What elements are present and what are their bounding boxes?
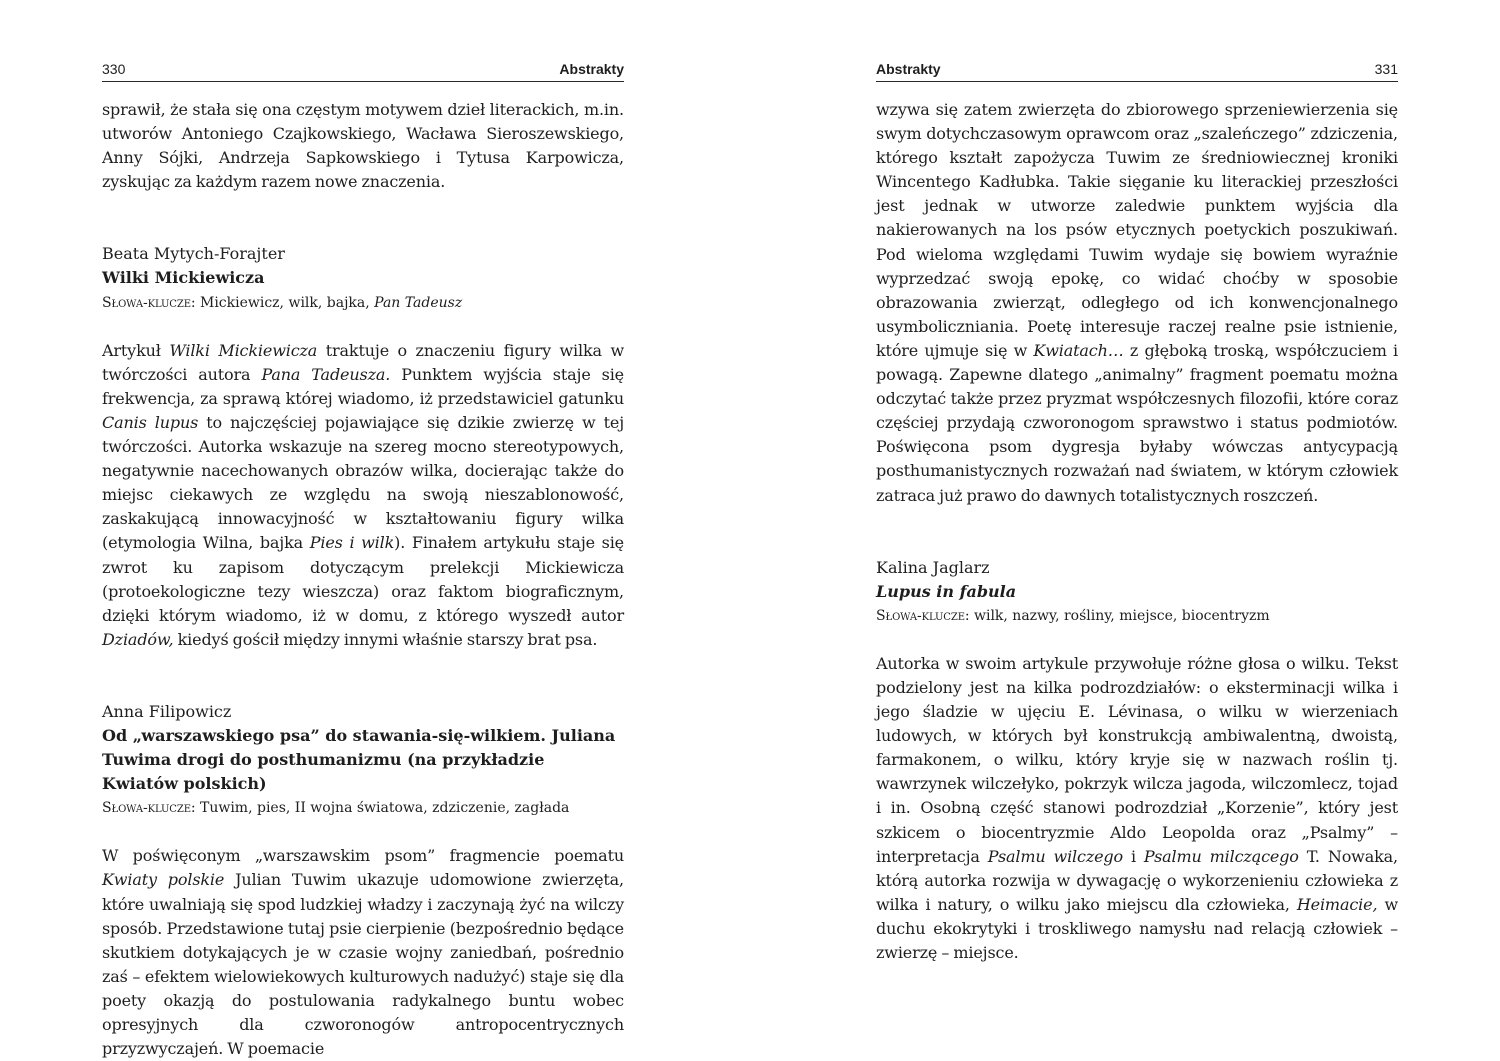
left-page (102, 0, 625, 1059)
article-abstract: Artykuł Wilki Mickiewicza traktuje o znaczeniu figury wilka w twórczości autora Pana Tadeusza. Punktem wyjścia staje się frekwencja, za sprawą której wiadomo, iż przedstawiciel gatunku Canis lupus to najczęściej pojawiające się dzikie zwierzę w tej twórczości. Autorka wskazuje na szereg mocno stereotypowych, negatywnie nacechowanych obrazów wilka, docierając także do miejsc ciekawych ze względu na swoją nieszablonowość, zaskakującą innowacyjność w kształtowaniu figury wilka (etymologia Wilna, bajka Pies i wilk). Finałem artykułu staje się zwrot ku zapisom dotyczącym prelekcji Mickiewicza (protoekologiczne tezy wieszcza) oraz faktom biograficznym, dzięki którym wiadomo, iż w domu, z którego wyszedł autor Dziadów, kiedyś gościł między innymi właśnie starszy brat psa. (102, 340, 625, 649)
right-page (876, 0, 1398, 1052)
page-number: 330 (102, 61, 126, 77)
keywords-label: Słowa-klucze: (102, 294, 196, 311)
left-page-body (102, 98, 624, 1061)
page-number: 331 (1374, 61, 1398, 77)
keywords-label: Słowa-klucze: (102, 800, 196, 817)
keywords-italic: Pan Tadeusz (374, 294, 463, 311)
article-keywords (876, 604, 1398, 628)
article-title: Od „warszawskiego psa” do stawania-się-wilkiem. Juliana Tuwima drogi do posthumanizmu (na przykładzie Kwiatów polskich) (102, 725, 616, 794)
keywords-text: Mickiewicz, wilk, bajka, (199, 294, 370, 311)
article-keywords (102, 291, 624, 315)
article-abstract: Autorka w swoim artykule przywołuje różne głosa o wilku. Tekst podzielony jest na kilka podrozdziałów: o eksterminacji wilka i jego śladzie w ujęciu E. Lévinasa, o wilku w wierzeniach ludowych, w których był konstrukcją ambiwalentną, dwoistą, farmakonem, o wilku, który kryje się w nazwach roślin tj. wawrzynek wilczełyko, pokrzyk wilcza jagoda, wilczomlecz, tojad i in. Osobną część stanowi podrozdział „Korzenie”, który jest szkicem o biocentryzmie Aldo Leopolda oraz „Psalmy” – interpretacja Psalmu wilczego i Psalmu milczącego T. Nowaka, którą autorka rozwija w dywagację o wykorzenieniu człowieka z wilka i natury, o wilku jako miejscu dla człowieka, Heimacie, w duchu ekokrytyki i troskliwego namysłu nad relacją człowiek – zwierzę – miejsce. (876, 653, 1398, 962)
article-abstract: W poświęconym „warszawskim psom” fragmencie poematu Kwiaty polskie Julian Tuwim ukazuje udomowione zwierzęta, które uwalniają się spod ludzkiej władzy i zaczynają żyć na wilczy sposób. Przedstawione tutaj psie cierpienie (bezpośrednio będące skutkiem dotykających je w czasie wojny zaniedbań, pośrednio zaś – efektem wielowiekowych kulturowych nadużyć) staje się dla poety okazją do postulowania radykalnego buntu wobec opresyjnych dla czworonogów antropocentrycznych przyzwyczajeń. W poemacie (102, 846, 624, 1059)
running-title: Abstrakty (559, 61, 624, 77)
keywords-text: Tuwim, pies, II wojna światowa, zdziczenie, zagłada (199, 800, 570, 817)
running-title: Abstrakty (876, 61, 941, 77)
article-author: Beata Mytych-Forajter (102, 244, 285, 264)
keywords-label: Słowa-klucze: (876, 607, 970, 624)
keywords-text: wilk, nazwy, rośliny, miejsce, biocentryzm (973, 607, 1270, 624)
running-head-right (876, 59, 1398, 82)
article-author: Anna Filipowicz (102, 701, 232, 721)
right-page-body (876, 98, 1398, 965)
article-title: Lupus in fabula (876, 581, 1017, 601)
continued-paragraph: sprawił, że stała się ona częstym motywem dzieł literackich, m.in. utworów Antoniego Czajkowskiego, Wacława Sieroszewskiego, Anny Sójki, Andrzeja Sapkowskiego i Tytusa Karpowicza, zyskując za każdym razem nowe znaczenia. (102, 100, 624, 192)
article-keywords (102, 796, 624, 820)
article-author: Kalina Jaglarz (876, 557, 990, 577)
continued-paragraph: wzywa się zatem zwierzęta do zbiorowego sprzeniewierzenia się swym dotychczasowym oprawcom oraz „szaleńczego” zdziczenia, którego kształt zapożycza Tuwim ze średniowiecznej kroniki Wincentego Kadłubka. Takie sięganie ku literackiej przeszłości jest jednak w utworze zaledwie punktem wyjścia dla nakierowanych na los psów etycznych poetyckich poszukiwań. Pod wieloma względami Tuwim wydaje się bowiem wyraźnie wyprzedzać swoją epokę, co widać choćby w sposobie obrazowania zwierząt, odległego od ich konwencjonalnego usymboliczniania. Poetę interesuje raczej realne psie istnienie, które ujmuje się w Kwiatach… z głęboką troską, współczuciem i powagą. Zapewne dlatego „animalny” fragment poematu można odczytać także przez pryzmat współczesnych filozofii, które coraz częściej przydają czworonogom sprawstwo i status podmiotów. Poświęcona psom dygresja byłaby wówczas antycypacją posthumanistycznych rozważań nad światem, w którym człowiek zatraca już prawo do dawnych totalistycznych roszczeń. (876, 100, 1398, 505)
running-head-left (102, 59, 624, 82)
article-title: Wilki Mickiewicza (102, 268, 265, 288)
